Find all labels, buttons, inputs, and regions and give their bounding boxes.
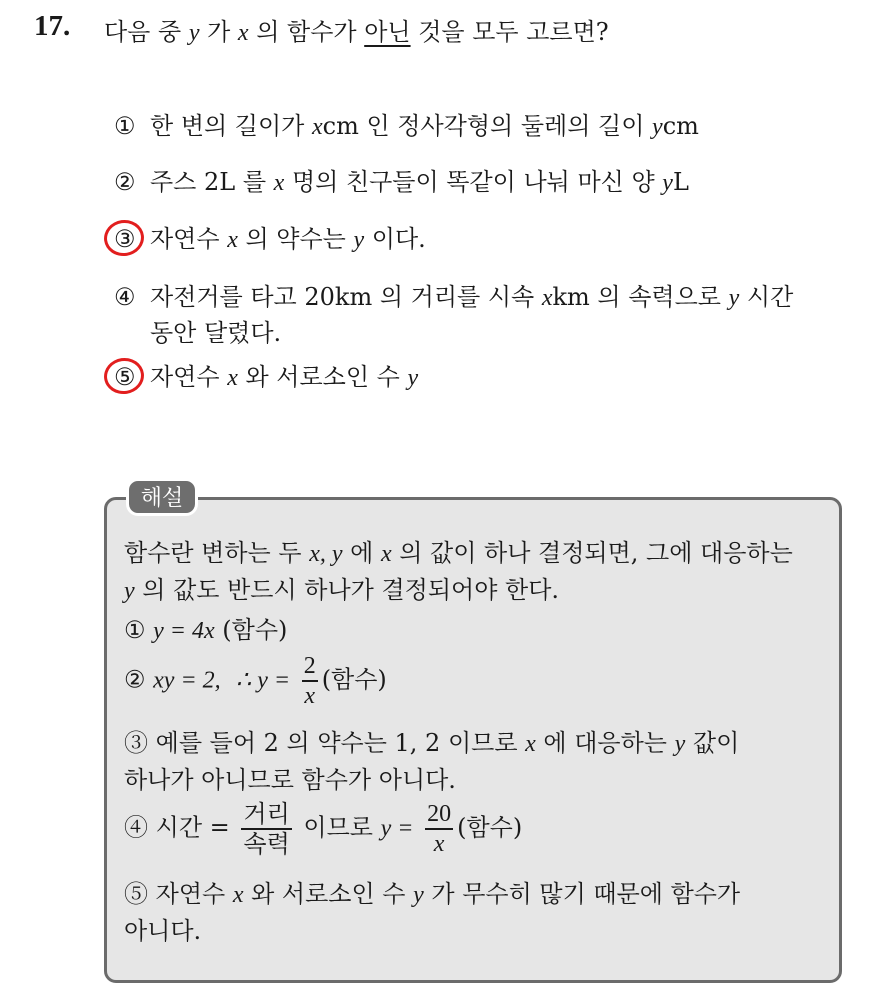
explanation-item-5-line2: 아니다. xyxy=(124,917,202,945)
explanation-item-3-line2: 하나가 아니므로 함수가 아니다. xyxy=(124,766,456,794)
explanation-intro-line2: y 의 값도 반드시 하나가 결정되어야 한다. xyxy=(124,576,560,604)
question-number: 17. xyxy=(34,10,71,42)
explanation-item-5: ⑤ 자연수 x 와 서로소인 수 y 가 무수히 많기 때문에 함수가 xyxy=(124,880,741,908)
explanation-item-4: ④ 시간 = $\frac{\text{거리}}{\text{속력}}$ 이므로 y = $\frac{20}{x}$ (함수) xyxy=(124,800,523,858)
option-1[interactable]: ① 한 변의 길이가 xcm 인 정사각형의 둘레의 길이 ycm xyxy=(114,112,699,140)
fraction-20-over-x: $\frac{20}{x}$ xyxy=(427,801,452,857)
option-4[interactable]: ④ 자전거를 타고 20km 의 거리를 시속 xkm 의 속력으로 y 시간 xyxy=(114,283,794,311)
explanation-item-1: ① y = 4x (함수) xyxy=(124,616,288,644)
explanation-tab: 해설 xyxy=(126,478,198,516)
emphasis-underline: 아닌 xyxy=(364,18,411,46)
option-2[interactable]: ② 주스 2L 를 x 명의 친구들이 똑같이 나눠 마신 양 yL xyxy=(114,168,689,196)
option-4-line2: 동안 달렸다. xyxy=(150,319,282,347)
option-5[interactable]: ⑤ 자연수 x 와 서로소인 수 y xyxy=(114,363,419,391)
fraction-distance-over-speed: $\frac{\text{거리}}{\text{속력}}$ xyxy=(243,800,290,858)
option-3[interactable]: ③ 자연수 x 의 약수는 y 이다. xyxy=(114,225,426,253)
fraction-2-over-x: $\frac{2}{x}$ xyxy=(303,653,316,709)
explanation-item-2: ② xy = 2, ∴ y = $\frac{2}{x}$ (함수) xyxy=(124,653,387,709)
explanation-item-3: ③ 예를 들어 2 의 약수는 1, 2 이므로 x 에 대응하는 y 값이 xyxy=(124,729,740,757)
explanation-intro-line1: 함수란 변하는 두 x, y 에 x 의 값이 하나 결정되면, 그에 대응하는 xyxy=(124,539,793,567)
question-text: 다음 중 y 가 x 의 함수가 아닌 것을 모두 고르면? xyxy=(104,18,609,46)
